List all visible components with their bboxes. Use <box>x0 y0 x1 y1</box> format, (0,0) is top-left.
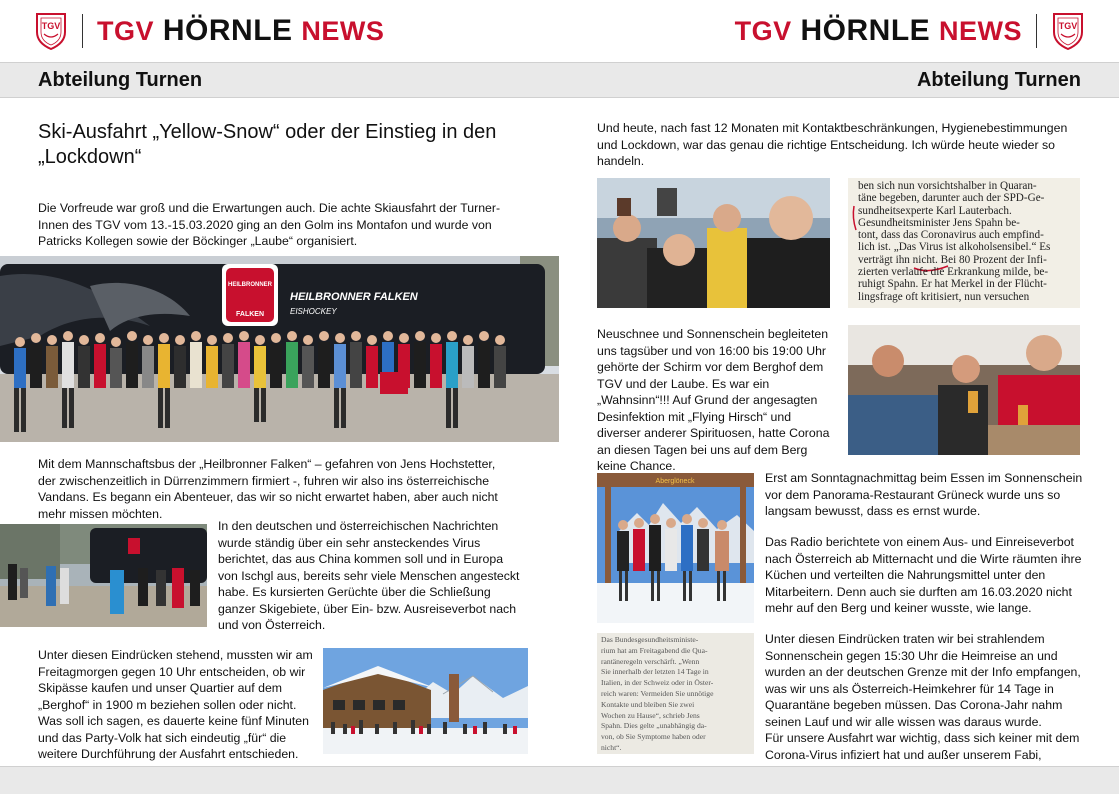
footer-bar <box>0 766 1119 794</box>
clipping2-line: Sie innerhalb der letzten 14 Tage in <box>601 667 709 677</box>
brand-prefix-right: TGV <box>734 16 792 46</box>
brand-suffix: NEWS <box>301 16 385 46</box>
photo-slope-group <box>597 473 754 623</box>
group-photo-bus <box>0 256 559 442</box>
photo-berghof <box>323 648 528 754</box>
bus-badge-bottom: FALKEN <box>236 311 264 318</box>
brand-right <box>735 12 1085 50</box>
brand-suffix-right: NEWS <box>939 16 1022 46</box>
divider <box>82 14 83 48</box>
clipping2-line: rium hat am Freitagabend die Qua- <box>601 645 708 655</box>
paragraph-news: In den deutschen und österreichischen Nachrichten wurde ständig über ein sehr ansteckendes Virus berichtet, das aus China kommen soll und in Europa von Ischgl aus, bereits sehr viele Menschen angesteckt habe. Es kursierten Gerüchte über die Schließung ganzer Skigebiete, über Ein- bzw. Ausreiseverbot nach und von Österreich. <box>218 519 520 632</box>
clipping2-line: reich waren: Vermeiden Sie unnötige <box>601 688 714 698</box>
clipping2-line: Wochen zu Hause“, schrieb Jens <box>601 710 700 720</box>
tgv-shield-icon-right <box>1051 12 1085 50</box>
clipping-text <box>858 180 1080 303</box>
clipping2-line: Das Bundesgesundheitsministe- <box>601 635 699 644</box>
paragraph-radio: Das Radio berichtete von einem Aus- und Einreiseverbot nach Österreich ab Mitternacht und die Wirte räumten ihre Küchen und verteilten die Nahrungsmittel unter den Mitarbeitern. Denn auch sie durften am 16.03.2020 nicht mehr auf den Berg und keiner wusste, wie lange. <box>765 535 1082 615</box>
bus-badge-top: HEILBRONNER <box>227 282 273 288</box>
paragraph-last: Für unsere Ausfahrt war wichtig, dass sich keiner mit dem Corona-Virus infiziert hat und außer unserem Fabi, <box>765 731 1080 762</box>
clipping2-line: von, ob Sie Symptome haben oder <box>601 732 706 742</box>
paragraph-decision: Unter diesen Eindrücken stehend, mussten wir am Freitagmorgen gegen 10 Uhr entscheiden, ob wir Skipässe kaufen und unser Quartier auf dem „Berghof“ in 1900 m beziehen sollen oder nicht. Was soll ich sagen, es dauerte keine fünf Minuten und das Party-Volk hat sich eindeutig „für“ die weitere Durchführung der Ausfahrt entschieden. <box>38 648 313 761</box>
photo-bus-parking <box>0 524 207 627</box>
restaurant-sign: Aberglöneck <box>655 478 695 485</box>
clipping1-line: ruhigt Spahn. Er hat Merkel in der Flücht- <box>858 278 1047 291</box>
clipping1-line: verträgt ihn nicht. Bei 80 Prozent der Infi- <box>858 253 1047 266</box>
clipping1-line: lich ist. „Das Virus ist alkoholsensibel.“ Es <box>858 241 1051 254</box>
clipping1-line: täne begeben, darunter auch der SPD-Ge- <box>858 192 1045 205</box>
paragraph-today: Und heute, nach fast 12 Monaten mit Kontaktbeschränkungen, Hygienebestimmungen und Lockdown, war das genau die richtige Entscheidung. Ich würde heute wieder so handeln. <box>597 121 1068 168</box>
section-title-left: Abteilung Turnen <box>38 69 203 91</box>
clipping1-line: Gesundheitsminister Jens Spahn be- <box>858 216 1020 229</box>
bus-lettering: HEILBRONNER FALKEN <box>290 291 418 303</box>
clipping1-line: ben sich nun vorsichtshalber in Quaran- <box>858 180 1037 192</box>
brand-left <box>34 12 384 50</box>
newspaper-clipping-alcohol <box>848 178 1080 308</box>
clipping2-line: Spahn. Dies gelte „unabhängig da- <box>601 721 707 731</box>
article-title: Ski-Ausfahrt „Yellow-Snow“ oder der Einstieg in den „Lockdown“ <box>38 121 497 168</box>
masthead <box>0 0 1119 62</box>
section-title-right: Abteilung Turnen <box>916 69 1081 91</box>
clipping1-line: lingsfrage oft kritisiert, nun versuchen <box>858 290 1030 303</box>
brand-prefix: TGV <box>97 16 155 46</box>
photo-selfie <box>597 178 830 308</box>
paragraph-bus: Mit dem Mannschaftsbus der „Heilbronner Falken“ – gefahren von Jens Hochstetter, der zwischenzeitlich in Dürrenzimmern firmiert -, fuhren wir also ins österreichische Vandans. Es begann ein Abenteuer, das wir so nicht erwartet haben, aber auch nicht mehr missen möchten. <box>38 457 498 521</box>
clipping1-line: tont, dass das Coronavirus auch empfind- <box>858 229 1044 242</box>
clipping1-line: zierten verlaufe die Erkrankung milde, be- <box>858 266 1049 279</box>
clipping2-line: Kontakte und bleiben Sie zwei <box>601 699 695 709</box>
paragraph-snow: Neuschnee und Sonnenschein begleiteten uns tagsüber und von 16:00 bis 19:00 Uhr gehörte der Schirm vor dem Berghof dem TGV und der Laube. Es war ein „Wahnsinn“!!! Auf Grund der angesagten Desinfektion mit „Flying Hirsch“ und diverser anderer Spirituosen, hatte Corona an diesen Tagen bei uns auf dem Berg keine Chance. <box>597 327 830 473</box>
brand-title <box>97 12 384 50</box>
shield-text: TGV <box>41 21 61 31</box>
brand-title-right <box>735 12 1022 50</box>
brand-name: HÖRNLE <box>162 14 293 47</box>
paragraph-return: Unter diesen Eindrücken traten wir bei strahlendem Sonnenschein gegen 15:30 Uhr die Heimreise an und wurden an der deutschen Grenze mit der Info empfangen, was wir uns als Österreich-Heimkehrer für 14 Tage in Quarantäne begeben müssen. Das Corona-Jahr nahm seinen Lauf und wir alle wissen was daraus wurde. <box>765 632 1081 729</box>
clipping2-line: Italien, in der Schweiz oder in Öster- <box>601 678 714 688</box>
brand-name-right: HÖRNLE <box>800 14 931 47</box>
tgv-shield-icon <box>34 12 68 50</box>
clipping2-line: nicht“. <box>601 742 622 752</box>
newspaper-clipping-quarantine <box>597 633 754 754</box>
divider-right <box>1036 14 1037 48</box>
photo-party <box>848 325 1080 455</box>
clipping1-line: sundheitsexperte Karl Lauterbach. <box>858 204 1012 217</box>
clipping2-line: rantäneregeln verschärft. „Wenn <box>601 656 700 666</box>
clipping2-text <box>601 635 754 754</box>
paragraph-intro: Die Vorfreude war groß und die Erwartungen auch. Die achte Skiausfahrt der Turner-Innen des TGV vom 13.-15.03.2020 ging an den Golm ins Montafon und wurde von Patricks Kollegen sowie der Böckinger „Laube“ organisiert. <box>38 201 501 248</box>
shield-text-right: TGV <box>1058 21 1078 31</box>
paragraph-sunday: Erst am Sonntagnachmittag beim Essen im Sonnenschein vor dem Panorama-Restaurant Grüneck wurde uns so langsam bewusst, dass es ernst wurde. <box>765 471 1083 518</box>
section-bar <box>0 62 1119 98</box>
bus-sublettering: EISHOCKEY <box>290 307 337 316</box>
